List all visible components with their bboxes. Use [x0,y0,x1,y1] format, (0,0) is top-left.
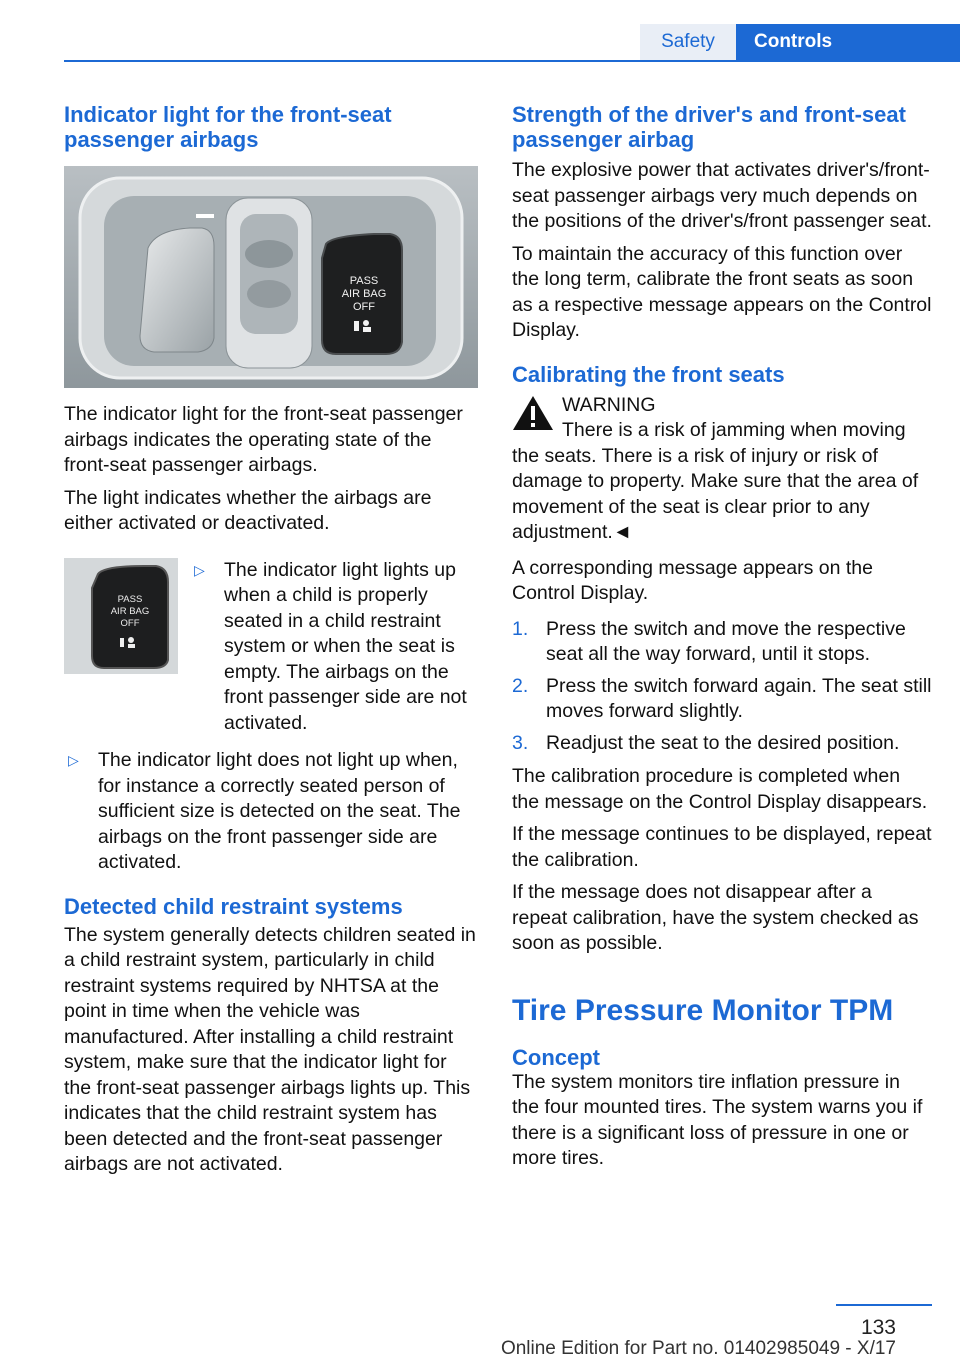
heading-airbag-strength: Strength of the driver's and front-seat passenger airbag [512,102,906,152]
paragraph: The light indicates whether the airbags are either activated or deactivated. [64,486,432,534]
heading-indicator-light: Indicator light for the front-seat passenger airbags [64,102,392,152]
warning-text: the seats. There is a risk of injury or risk of damage to property. Make sure that the area of movement of the seat is clear prior to any adjustment.◄ [512,444,919,543]
paragraph: If the message continues to be displayed, repeat the calibration. [512,823,932,871]
photo-label-airbag: AIR BAG [341,288,387,300]
thumb-label-off: OFF [120,617,140,629]
tab-controls[interactable]: Controls [736,24,960,60]
warning-block [512,393,932,546]
triangle-bullet-icon: ▷ [68,752,79,768]
bullet-with-thumbnail [64,558,478,743]
warning-triangle-icon [512,395,554,431]
paragraph: The calibration procedure is completed when the message on the Control Display disappears. [512,765,928,813]
paragraph: The explosive power that activates driver's/front-seat passenger airbags very much depends on the positions of the driver's/front passenger seat. [512,159,932,232]
paragraph: If the message does not disappear after a repeat calibration, have the system checked as soon as possible. [512,881,919,954]
section-title-tpm: Tire Pressure Monitor TPM [512,993,894,1027]
heading-detected-child-restraint: Detected child restraint systems [64,893,403,919]
paragraph: The system generally detects children seated in a child restraint system, particularly in child restraint systems required by NHTSA at the point in time when the vehicle was manufactured. After installing a child restraint system, make sure that the indicator light for the front-seat passenger airbags lights up. This indicates that the child restraint system has been detected and the front-seat passenger airbags are not activated. [64,923,476,1175]
photo-label-pass: PASS [349,275,379,287]
calibration-steps [512,617,932,757]
paragraph: A corresponding message appears on the Control Display. [512,556,873,604]
list-item: 1. Press the switch and move the respective seat all the way forward, until it stops. [512,617,906,665]
page-number: 133 [860,1316,896,1339]
list-item: ▷ The indicator light does not light up when, for instance a correctly seated person of sufficient size is detected on the seat. The airbags on the front passenger side are activated. [68,749,461,873]
header-rule [64,60,960,62]
right-column [512,102,932,1179]
photo-label-off: OFF [353,301,375,313]
bullet-list [178,558,478,743]
paragraph: The system monitors tire inflation pressure in the four mounted tires. The system warns you if there is a significant loss of pressure in one or more tires. [512,1070,923,1169]
page-footer [0,1300,960,1362]
page-header [0,0,960,64]
triangle-bullet-icon: ▷ [194,561,205,578]
list-item: 3. Readjust the seat to the desired position. [512,731,900,754]
paragraph: The indicator light for the front-seat passenger airbags indicates the operating state of the front-seat passenger airbags. [64,403,463,476]
list-item: 2. Press the switch forward again. The seat still moves forward slightly. [512,674,932,722]
warning-text: There is a risk of jamming when moving [562,419,906,441]
thumb-label-airbag: AIR BAG [110,605,150,617]
airbag-off-indicator-thumbnail [64,558,178,674]
warning-title: WARNING [562,393,656,416]
list-item: ▷ The indicator light lights up when a child is properly seated in a child restraint system or when the seat is empty. The airbags on the front passenger side are not activated. [194,558,467,734]
tab-safety[interactable]: Safety [640,24,736,60]
edition-text: Online Edition for Part no. 01402985049 - X/17 [500,1338,896,1359]
bullet-list [64,748,478,876]
thumb-label-pass: PASS [117,593,143,605]
paragraph: To maintain the accuracy of this function over the long term, calibrate the front seats as soon as a respective message appears on the Control Display. [512,242,932,341]
heading-concept: Concept [512,1044,600,1070]
left-column [64,102,478,1185]
heading-calibrating-seats: Calibrating the front seats [512,361,785,387]
footer-rule [836,1304,932,1306]
airbag-switch-photo [64,166,478,388]
